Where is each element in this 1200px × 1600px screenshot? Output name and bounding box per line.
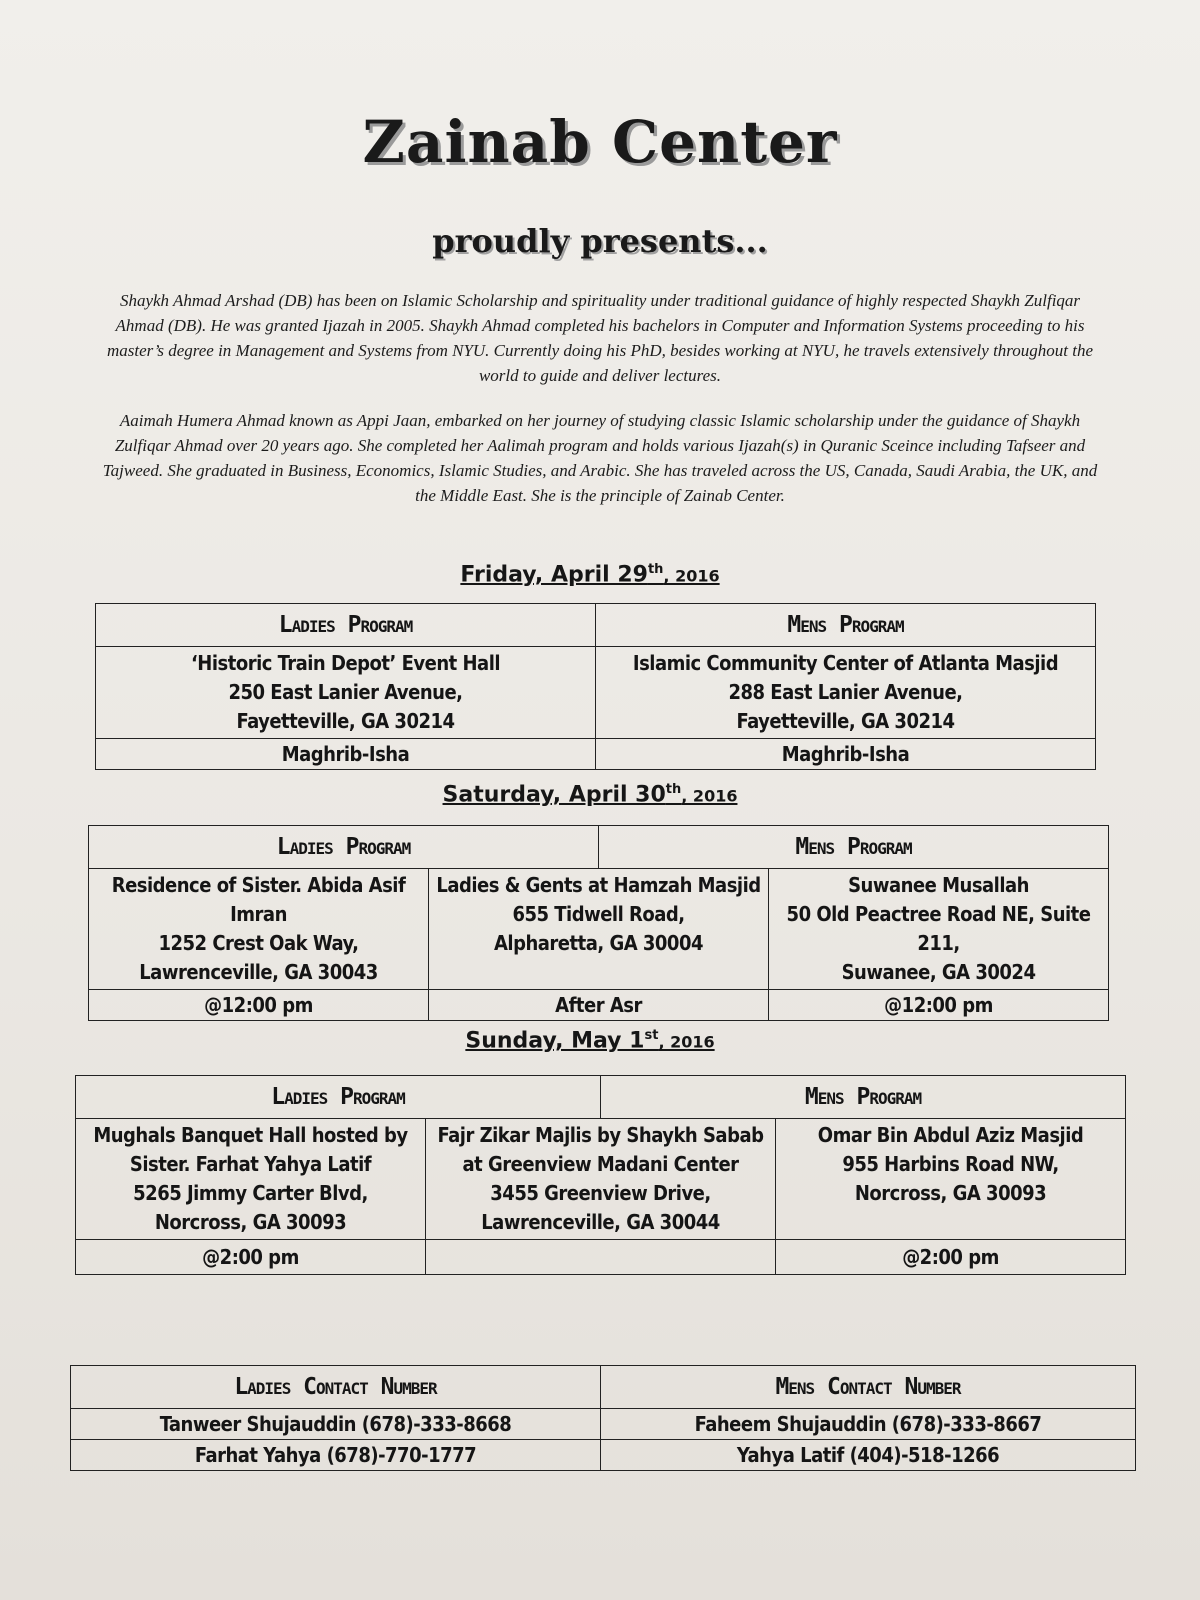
mens-contact: Yahya Latif (404)-518-1266 [601, 1440, 1136, 1471]
venue-text: Residence of Sister. Abida Asif Imran 1252 Crest Oak Way, Lawrenceville, GA 30043 [111, 873, 406, 984]
day-heading-friday [0, 562, 1180, 587]
ladies-program-header: Ladies Program [96, 604, 596, 647]
time-cell: Maghrib-Isha [596, 739, 1096, 770]
day-heading-text: Sunday, May 1 [465, 1028, 645, 1054]
day-heading-text: Friday, April 29 [460, 562, 648, 588]
venue-text: Suwanee Musallah 50 Old Peactree Road NE, Suite 211, Suwanee, GA 30024 [786, 873, 1091, 984]
venue-text: ‘Historic Train Depot’ Event Hall 250 East Lanier Avenue, Fayetteville, GA 30214 [190, 651, 501, 733]
venue-cell [596, 647, 1096, 739]
day-heading-year: , 2016 [658, 1032, 715, 1052]
venue-text: Islamic Community Center of Atlanta Masjid 288 East Lanier Avenue, Fayetteville, GA 30214 [632, 651, 1059, 733]
venue-cell [96, 647, 596, 739]
sunday-schedule-table [75, 1075, 1126, 1275]
day-heading-year: , 2016 [663, 566, 720, 586]
ladies-program-header: Ladies Program [89, 826, 599, 869]
venue-cell [769, 869, 1109, 990]
flyer-subtitle: proudly presents... [432, 222, 768, 260]
venue-text: Omar Bin Abdul Aziz Masjid 955 Harbins Road NW, Norcross, GA 30093 [817, 1123, 1084, 1205]
venue-text: Fajr Zikar Majlis by Shaykh Sabab at Greenview Madani Center 3455 Greenview Drive, Lawrenceville, GA 30044 [437, 1123, 764, 1234]
time-cell: @2:00 pm [76, 1240, 426, 1275]
time-cell [426, 1240, 776, 1275]
venue-cell [89, 869, 429, 990]
bio-shaykh-ahmad: Shaykh Ahmad Arshad (DB) has been on Islamic Scholarship and spirituality under traditional guidance of highly respected Shaykh Zulfiqar Ahmad (DB). He was granted Ijazah in 2005. Shaykh Ahmad completed his bachelors in Computer and Information Systems proceeding to his master’s degree in Management and Systems from NYU. Currently doing his PhD, besides working at NYU, he travels extensively throughout the world to guide and deliver lectures. [106, 291, 1094, 385]
mens-program-header: Mens Program [599, 826, 1109, 869]
flyer-title: Zainab Center [362, 108, 838, 176]
mens-program-header: Mens Program [596, 604, 1096, 647]
day-heading-ordinal: th [647, 562, 664, 577]
friday-schedule-table [95, 603, 1096, 770]
venue-text: Ladies & Gents at Hamzah Masjid 655 Tidwell Road, Alpharetta, GA 30004 [436, 873, 761, 955]
mens-contact-header: Mens Contact Number [601, 1366, 1136, 1409]
venue-cell [429, 869, 769, 990]
ladies-contact: Tanweer Shujauddin (678)-333-8668 [71, 1409, 601, 1440]
day-heading-ordinal: st [644, 1028, 659, 1043]
ladies-contact: Farhat Yahya (678)-770-1777 [71, 1440, 601, 1471]
day-heading-saturday [0, 782, 1180, 807]
venue-cell [426, 1119, 776, 1240]
time-cell: @2:00 pm [776, 1240, 1126, 1275]
day-heading-ordinal: th [665, 782, 682, 797]
venue-text: Mughals Banquet Hall hosted by Sister. Farhat Yahya Latif 5265 Jimmy Carter Blvd, Norcross, GA 30093 [93, 1123, 408, 1234]
time-cell: @12:00 pm [89, 990, 429, 1021]
ladies-contact-header: Ladies Contact Number [71, 1366, 601, 1409]
contact-numbers-table [70, 1365, 1136, 1471]
venue-cell [76, 1119, 426, 1240]
time-cell: @12:00 pm [769, 990, 1109, 1021]
day-heading-sunday [0, 1028, 1180, 1053]
bio-aaimah-humera: Aaimah Humera Ahmad known as Appi Jaan, embarked on her journey of studying classic Islamic scholarship under the guidance of Shaykh Zulfiqar Ahmad over 20 years ago. She completed her Aalimah program and holds various Ijazah(s) in Quranic Sceince including Tafseer and Tajweed. She graduated in Business, Economics, Islamic Studies, and Arabic. She has traveled across the US, Canada, Saudi Arabia, the UK, and the Middle East. She is the principle of Zainab Center. [102, 411, 1098, 505]
day-heading-text: Saturday, April 30 [442, 782, 666, 808]
mens-program-header: Mens Program [601, 1076, 1126, 1119]
day-heading-year: , 2016 [681, 786, 738, 806]
time-cell: Maghrib-Isha [96, 739, 596, 770]
mens-contact: Faheem Shujauddin (678)-333-8667 [601, 1409, 1136, 1440]
time-cell: After Asr [429, 990, 769, 1021]
ladies-program-header: Ladies Program [76, 1076, 601, 1119]
venue-cell [776, 1119, 1126, 1240]
saturday-schedule-table [88, 825, 1109, 1021]
